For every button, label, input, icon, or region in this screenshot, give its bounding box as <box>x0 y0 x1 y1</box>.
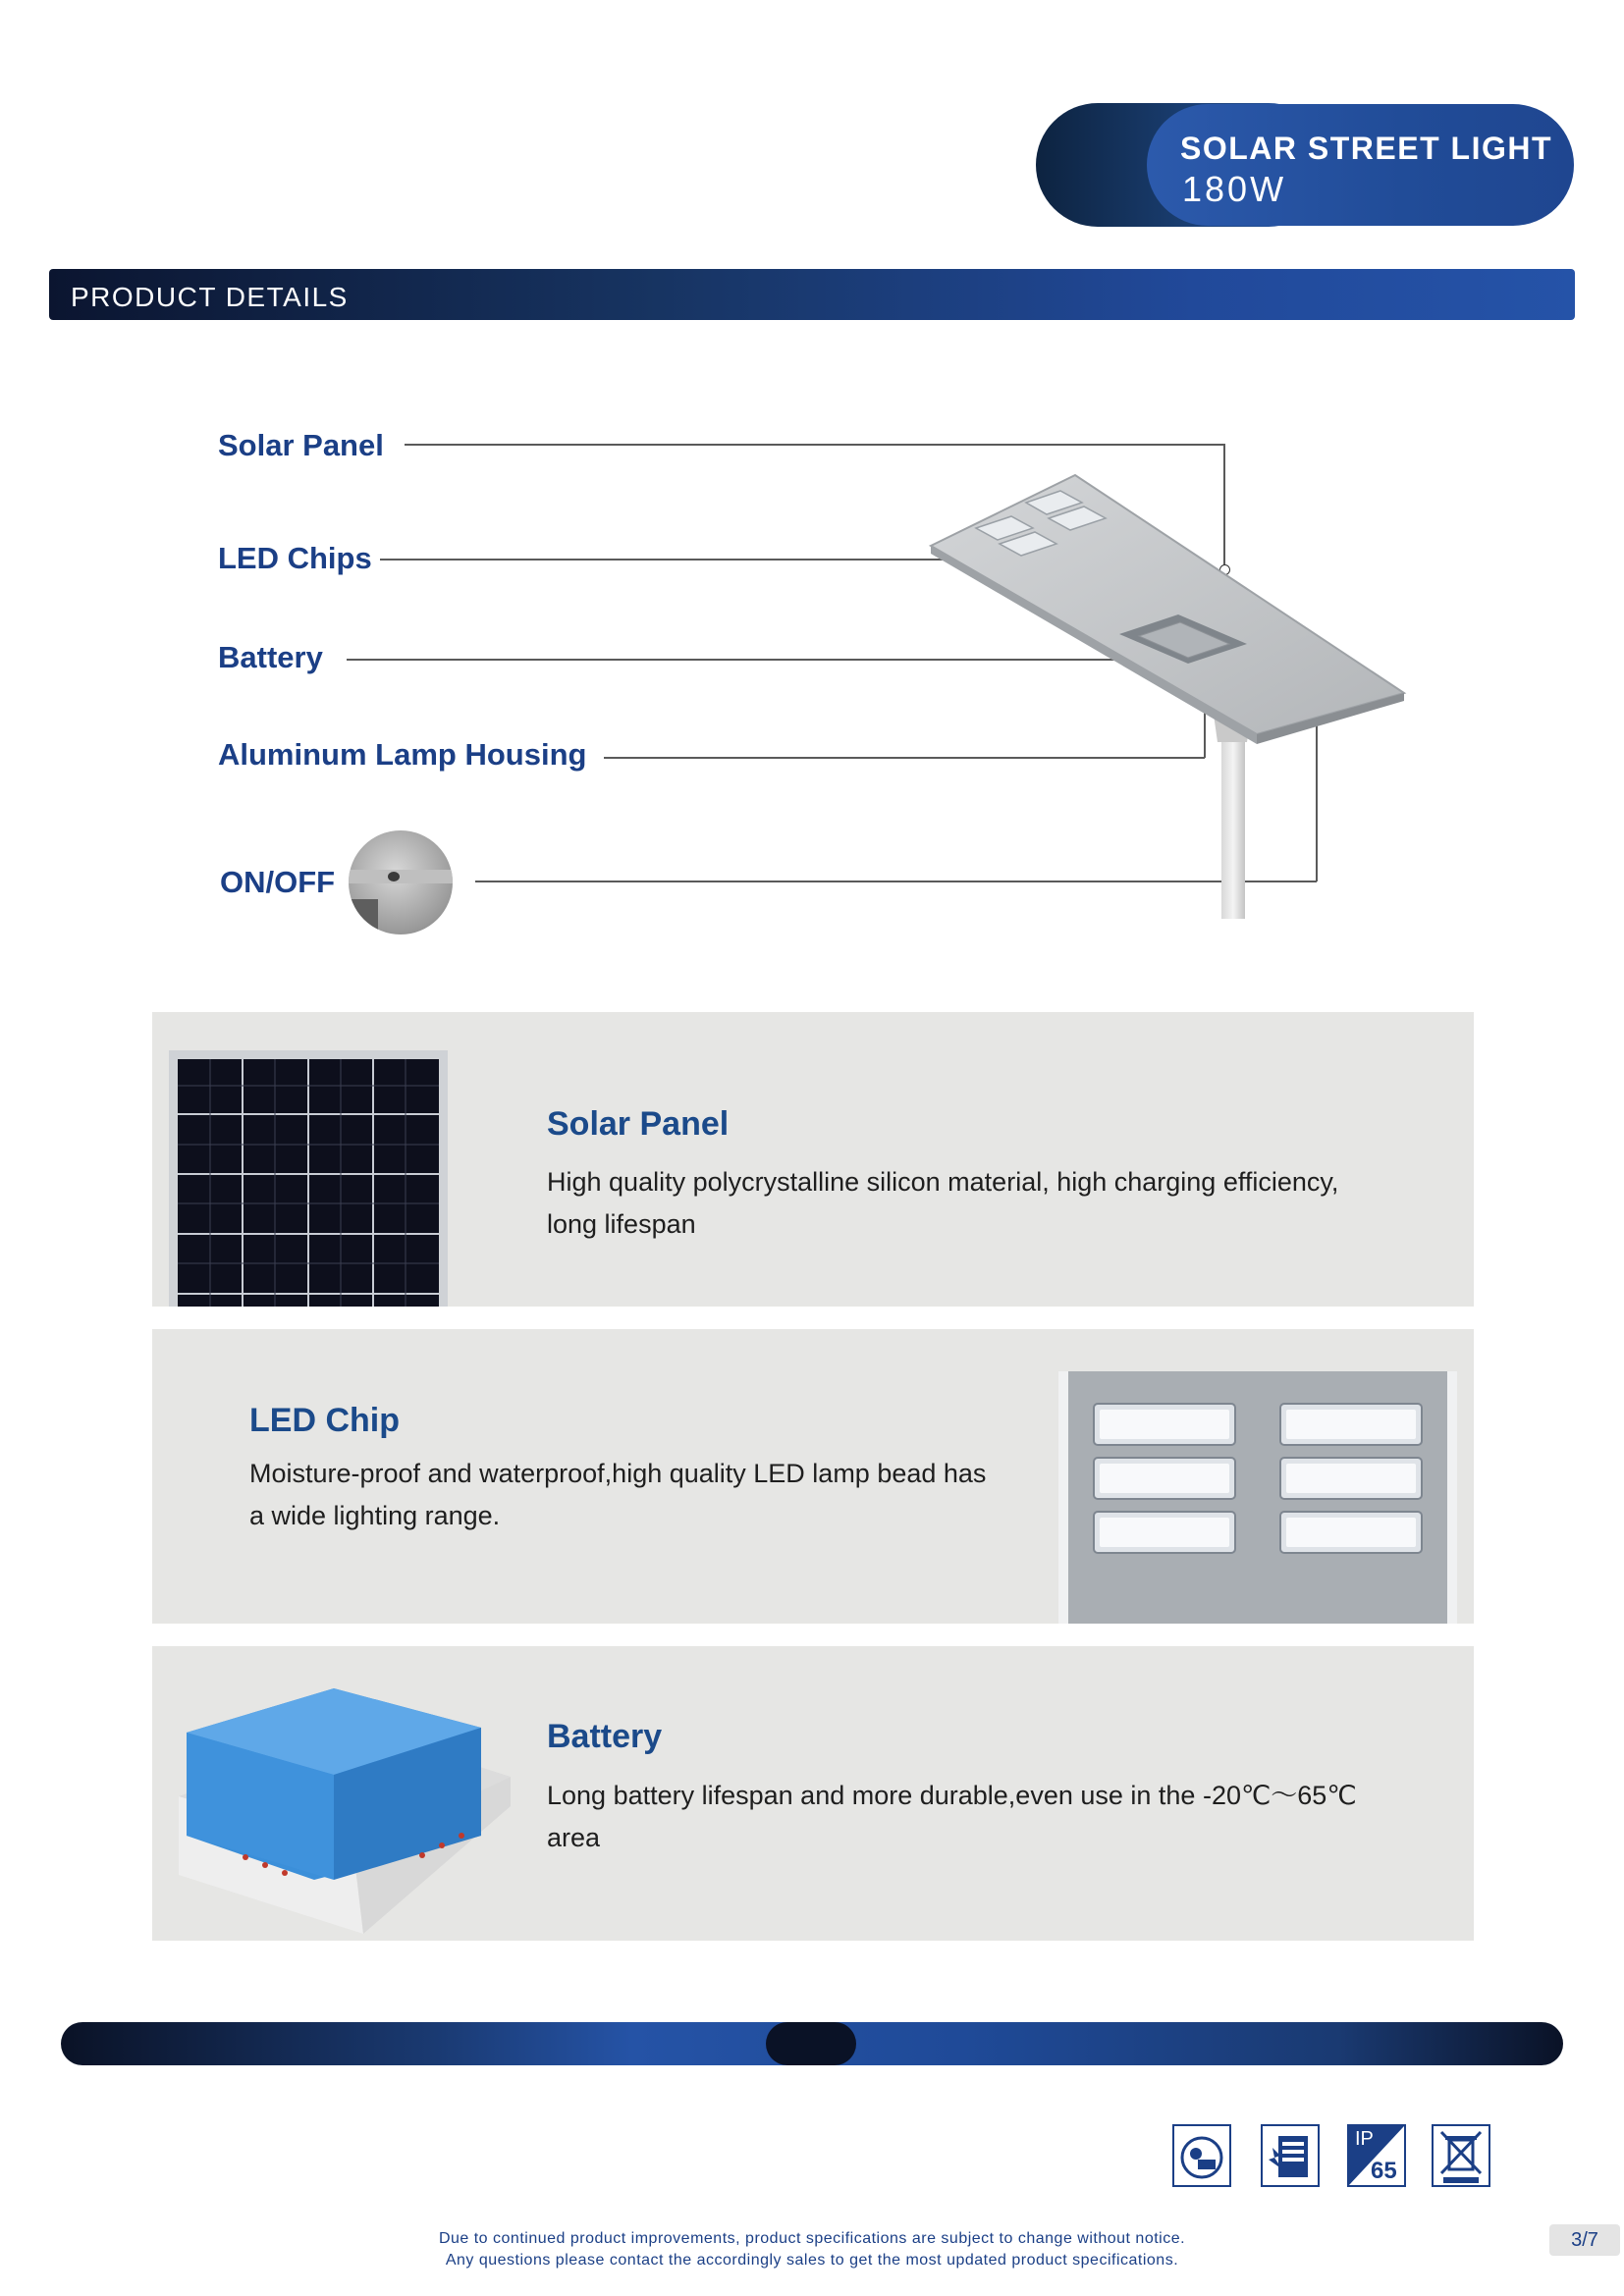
solar-panel-image <box>169 1050 448 1307</box>
product-title: SOLAR STREET LIGHT <box>1180 131 1552 166</box>
product-wattage: 180W <box>1182 169 1287 209</box>
footer-note-1: Due to continued product improvements, product specifications are subject to change without notice. <box>438 2230 1186 2247</box>
feature-desc-solar-2: long lifespan <box>547 1209 696 1239</box>
feature-title-battery: Battery <box>547 1718 663 1755</box>
led-chip-image <box>1058 1371 1457 1624</box>
feature-title-led: LED Chip <box>249 1402 400 1439</box>
feature-desc-battery-1: Long battery lifespan and more durable,even use in the -20℃～65℃ <box>547 1781 1357 1810</box>
leader-line-led <box>380 559 981 561</box>
ip-rating: 65 <box>1371 2158 1397 2184</box>
street-light-image <box>923 467 1414 919</box>
callout-aluminum-housing: Aluminum Lamp Housing <box>218 737 587 772</box>
feature-title-solar: Solar Panel <box>547 1105 730 1143</box>
page-number: 3/7 <box>1549 2224 1620 2256</box>
callout-led-chips: LED Chips <box>218 541 372 575</box>
battery-charge-icon <box>1261 2124 1320 2187</box>
callout-battery: Battery <box>218 640 323 674</box>
footer-note-2: Any questions please contact the accordingly sales to get the most updated product specifications. <box>445 2252 1179 2269</box>
callout-onoff: ON/OFF <box>220 865 336 899</box>
ip65-icon <box>1347 2124 1406 2187</box>
ip-label: IP <box>1355 2128 1374 2150</box>
footer-bar-center-pill <box>766 2022 856 2065</box>
leader-line-solar <box>405 444 1224 446</box>
solar-shield-icon <box>1172 2124 1231 2187</box>
callout-solar-panel: Solar Panel <box>218 428 384 462</box>
onoff-switch-image <box>349 830 453 934</box>
section-title: PRODUCT DETAILS <box>71 282 349 312</box>
feature-desc-led-1: Moisture-proof and waterproof,high quality LED lamp bead has <box>249 1459 987 1488</box>
feature-desc-solar-1: High quality polycrystalline silicon material, high charging efficiency, <box>547 1167 1339 1197</box>
weee-bin-icon <box>1432 2124 1490 2187</box>
feature-desc-led-2: a wide lighting range. <box>249 1501 501 1530</box>
feature-desc-battery-2: area <box>547 1823 601 1852</box>
battery-image <box>167 1688 520 1934</box>
